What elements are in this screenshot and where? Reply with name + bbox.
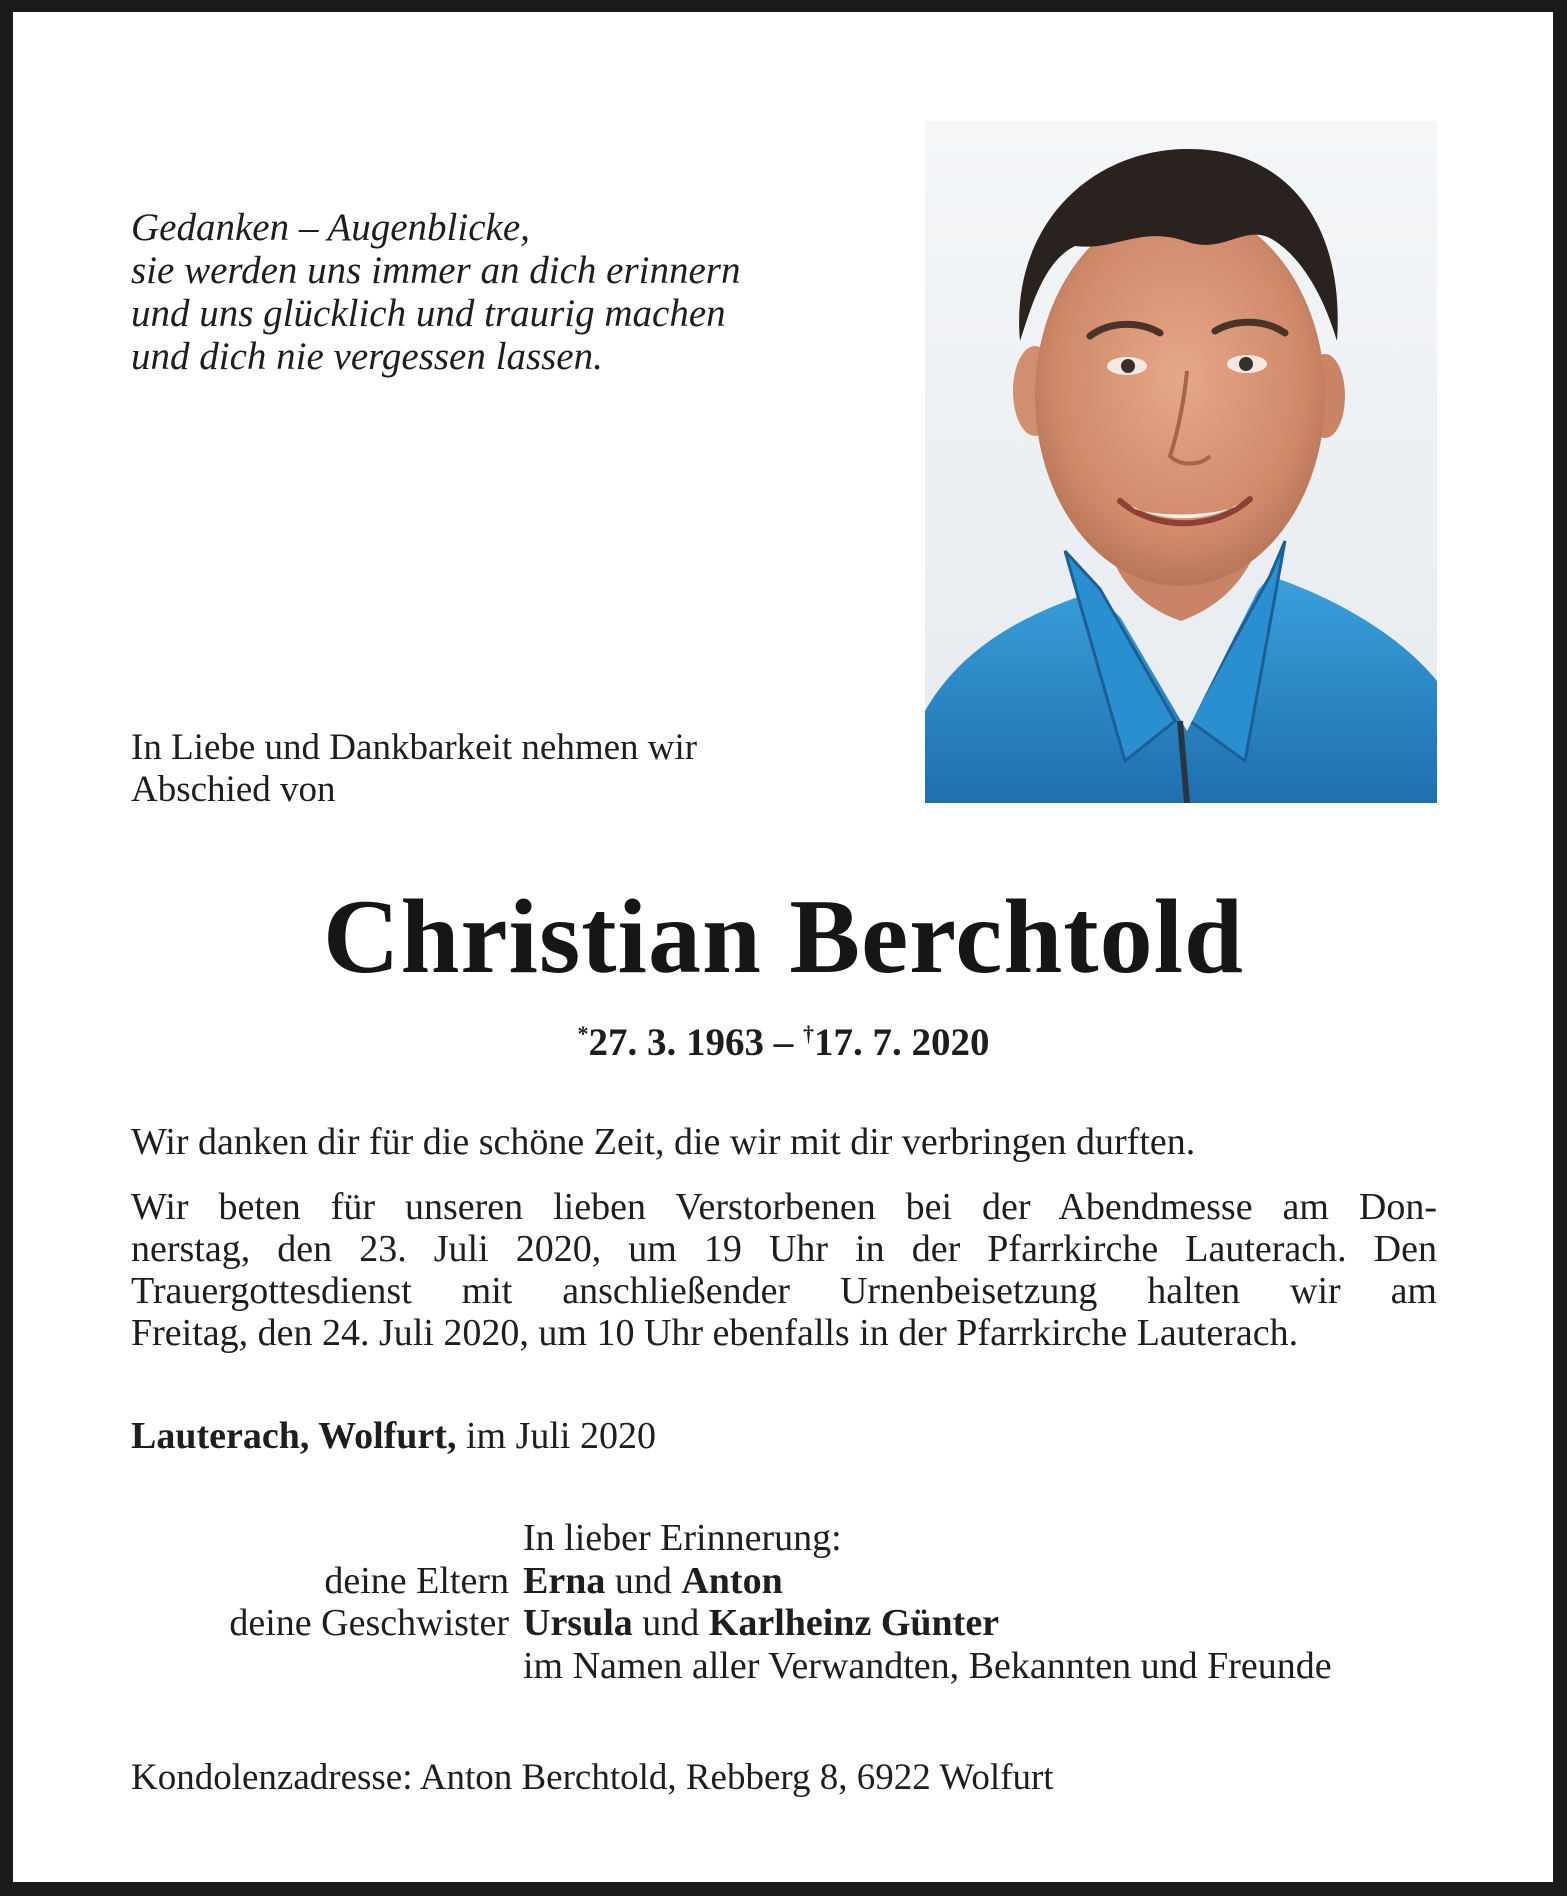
service-line: Trauergottesdienst mit anschließender Urnenbeisetzung halten wir am [131, 1270, 1437, 1312]
relation-label: deine Geschwister [229, 1602, 509, 1644]
mourners-heading-row [131, 1517, 1437, 1560]
poem-line: und dich nie vergessen lassen. [131, 335, 603, 378]
mourner-names [523, 1560, 783, 1603]
place-date: im Juli 2020 [456, 1415, 656, 1457]
place-towns: Lauterach, Wolfurt, [131, 1415, 457, 1457]
condolence-address: Kondolenzadresse: Anton Berchtold, Rebberg 8, 6922 Wolfurt [131, 1757, 1054, 1798]
intro-line: Abschied von [131, 769, 336, 810]
death-symbol: † [803, 1021, 814, 1046]
mourners-row-siblings [131, 1602, 1437, 1645]
portrait-photo [925, 121, 1437, 803]
place-and-date [131, 1414, 656, 1458]
service-line: Freitag, den 24. Juli 2020, um 10 Uhr ebenfalls in der Pfarrkirche Lauterach. [131, 1312, 1299, 1354]
poem [131, 206, 851, 378]
thanks-text: Wir danken dir für die schöne Zeit, die wir mit dir verbringen durften. [131, 1121, 1196, 1163]
relation-label: deine Eltern [324, 1559, 509, 1602]
birth-symbol: * [577, 1021, 589, 1046]
mourner-names [523, 1602, 999, 1645]
life-dates [0, 1011, 1567, 1066]
mourner-conj: und [632, 1602, 709, 1644]
poem-line: Gedanken – Augenblicke, [131, 206, 530, 249]
farewell-intro [131, 727, 697, 811]
service-announcement [131, 1186, 1437, 1354]
mourner-name: Erna [523, 1559, 606, 1602]
birth-date: 27. 3. 1963 [588, 1021, 764, 1064]
intro-line: In Liebe und Dankbarkeit nehmen wir [131, 727, 698, 768]
mourner-name: Anton [681, 1559, 783, 1602]
death-date: 17. 7. 2020 [814, 1021, 990, 1064]
mourners-others: im Namen aller Verwandten, Bekannten und Freunde [523, 1644, 1332, 1687]
deceased-name: Christian Berchtold [322, 878, 1245, 995]
mourners-row-others [131, 1645, 1437, 1688]
mourners-row-parents [131, 1560, 1437, 1603]
date-separator: – [764, 1021, 803, 1064]
poem-line: und uns glücklich und traurig machen [131, 292, 726, 335]
service-line: nerstag, den 23. Juli 2020, um 19 Uhr in der Pfarrkirche Lauterach. Den [131, 1228, 1437, 1270]
mourner-conj: und [605, 1559, 682, 1602]
service-line: Wir beten für unseren lieben Verstorbenen bei der Abendmesse am Don- [131, 1186, 1437, 1228]
mourners-spacer [131, 1517, 523, 1560]
mourners-list [131, 1517, 1437, 1687]
mourners-spacer [131, 1645, 523, 1688]
mourners-heading: In lieber Erinnerung: [523, 1517, 842, 1559]
mourner-name: Karlheinz Günter [708, 1602, 1000, 1644]
mourner-name: Ursula [523, 1602, 633, 1644]
poem-line: sie werden uns immer an dich erinnern [131, 249, 741, 292]
